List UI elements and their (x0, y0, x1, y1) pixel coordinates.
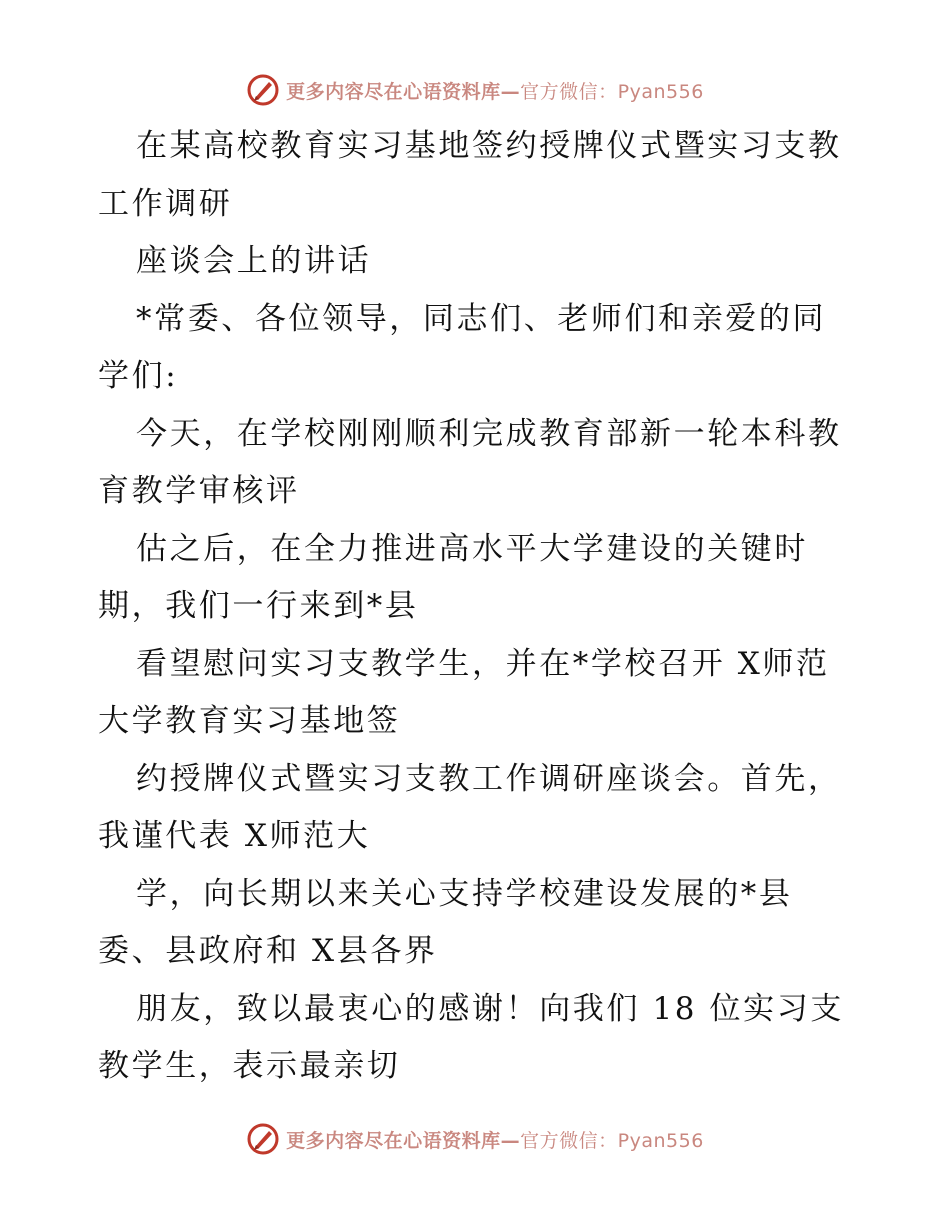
banner-title: 更多内容尽在心语资料库 (286, 1129, 501, 1152)
text-line: 朋友，致以最衷心的感谢！向我们 18 位实习支 (136, 990, 844, 1027)
banner-wechat: 官方微信：Pyan556 (520, 1129, 704, 1152)
banner-slogan (286, 77, 704, 104)
banner-separator: — (500, 1129, 521, 1152)
red-pen-logo-icon (246, 1122, 280, 1156)
text-line: 委、县政府和 X县各界 (98, 933, 438, 969)
text-line: 大学教育实习基地签 (98, 703, 401, 739)
banner-separator: — (500, 80, 521, 103)
text-line: 座谈会上的讲话 (136, 243, 372, 279)
text-line: 学，向长期以来关心支持学校建设发展的*县 (136, 875, 793, 912)
text-line: 教学生，表示最亲切 (98, 1048, 401, 1084)
text-line: *常委、各位领导，同志们、老师们和亲爱的同 (136, 300, 827, 337)
text-line: 育教学审核评 (98, 473, 300, 509)
red-pen-logo-icon (246, 73, 280, 107)
text-line: 在某高校教育实习基地签约授牌仪式暨实习支教 (136, 128, 842, 164)
banner-slogan (286, 1126, 704, 1153)
text-line: 期，我们一行来到*县 (98, 588, 419, 624)
text-line: 今天，在学校刚刚顺利完成教育部新一轮本科教 (136, 415, 842, 452)
text-line: 约授牌仪式暨实习支教工作调研座谈会。首先， (136, 760, 842, 797)
document-body (98, 118, 858, 1096)
text-line: 看望慰问实习支教学生，并在*学校召开 X师范 (136, 645, 830, 682)
footer-banner (0, 1119, 950, 1159)
banner-title: 更多内容尽在心语资料库 (286, 80, 501, 103)
text-line: 工作调研 (98, 185, 233, 222)
header-banner (0, 70, 950, 110)
banner-wechat: 官方微信：Pyan556 (520, 80, 704, 103)
text-line: 我谨代表 X师范大 (98, 818, 371, 854)
text-line: 学们: (98, 358, 179, 394)
text-line: 估之后，在全力推进高水平大学建设的关键时 (136, 530, 808, 567)
